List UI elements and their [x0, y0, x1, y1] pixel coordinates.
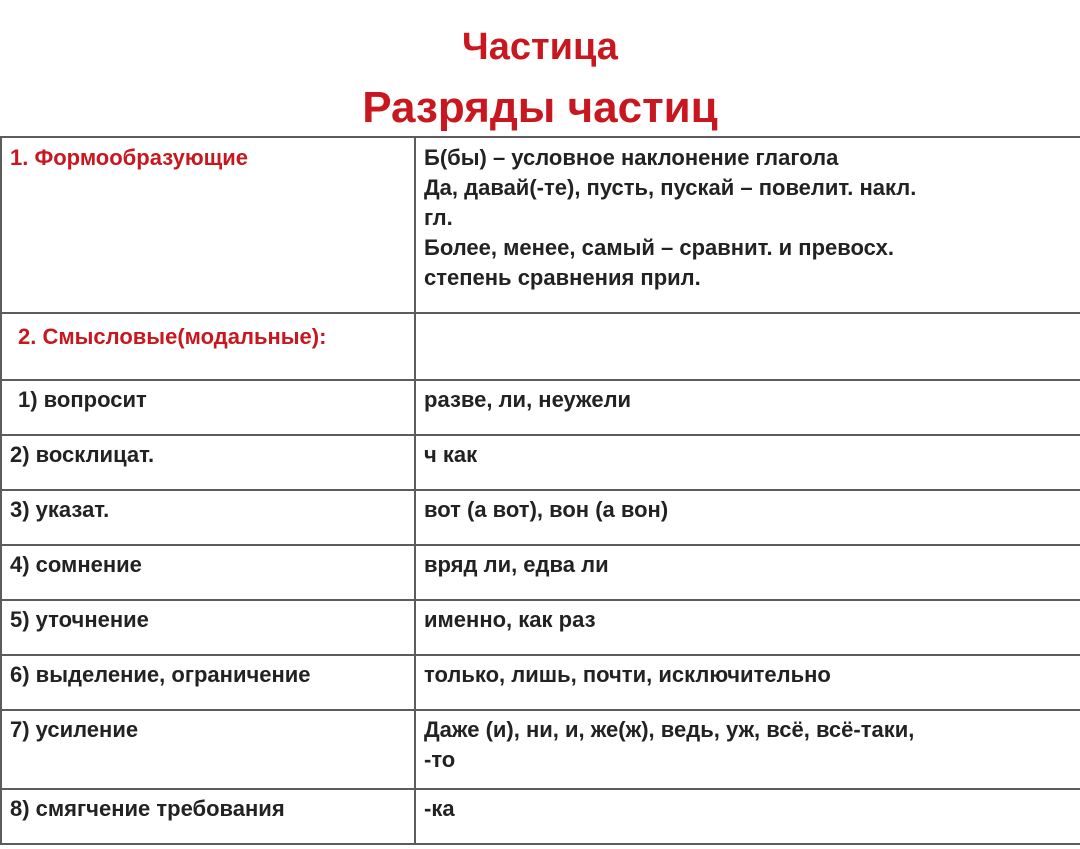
example-line: -то — [424, 747, 456, 772]
particle-examples: вряд ли, едва ли — [415, 545, 1080, 600]
table-row — [1, 655, 1080, 710]
subcategory-label: 6) выделение, ограничение — [1, 655, 415, 710]
subcategory-label: 4) сомнение — [1, 545, 415, 600]
page-subtitle: Разряды частиц — [362, 83, 718, 132]
particle-examples: разве, ли, неужели — [415, 380, 1080, 435]
example-line: Даже (и), ни, и, же(ж), ведь, уж, всё, всё-таки, — [424, 717, 915, 742]
table-row — [1, 313, 1080, 380]
table-row — [1, 435, 1080, 490]
example-line: Да, давай(-те), пусть, пускай – повелит. накл. — [424, 175, 917, 200]
particle-examples: именно, как раз — [415, 600, 1080, 655]
subcategory-label: 7) усиление — [1, 710, 415, 789]
table-row — [1, 600, 1080, 655]
subcategory-label: 5) уточнение — [1, 600, 415, 655]
subcategory-label: 2) восклицат. — [1, 435, 415, 490]
example-line: степень сравнения прил. — [424, 265, 701, 290]
table-row — [1, 490, 1080, 545]
particles-table — [0, 136, 1080, 845]
particle-examples: только, лишь, почти, исключительно — [415, 655, 1080, 710]
table-row — [1, 545, 1080, 600]
table-row — [1, 710, 1080, 789]
particle-examples: -ка — [415, 789, 1080, 844]
particle-examples — [415, 313, 1080, 380]
page-title: Частица — [462, 26, 618, 68]
particle-examples — [415, 710, 1080, 789]
category-label: 2. Смысловые(модальные): — [1, 313, 415, 380]
subcategory-label: 1) вопросит — [1, 380, 415, 435]
table-row — [1, 789, 1080, 844]
table-row — [1, 137, 1080, 313]
subcategory-label: 8) смягчение требования — [1, 789, 415, 844]
example-line: гл. — [424, 205, 453, 230]
category-label: 1. Формообразующие — [1, 137, 415, 313]
example-line: Более, менее, самый – сравнит. и превосх. — [424, 235, 894, 260]
table-row — [1, 380, 1080, 435]
particle-examples — [415, 137, 1080, 313]
example-line: Б(бы) – условное наклонение глагола — [424, 145, 839, 170]
particle-examples: ч как — [415, 435, 1080, 490]
particle-examples: вот (а вот), вон (а вон) — [415, 490, 1080, 545]
subcategory-label: 3) указат. — [1, 490, 415, 545]
